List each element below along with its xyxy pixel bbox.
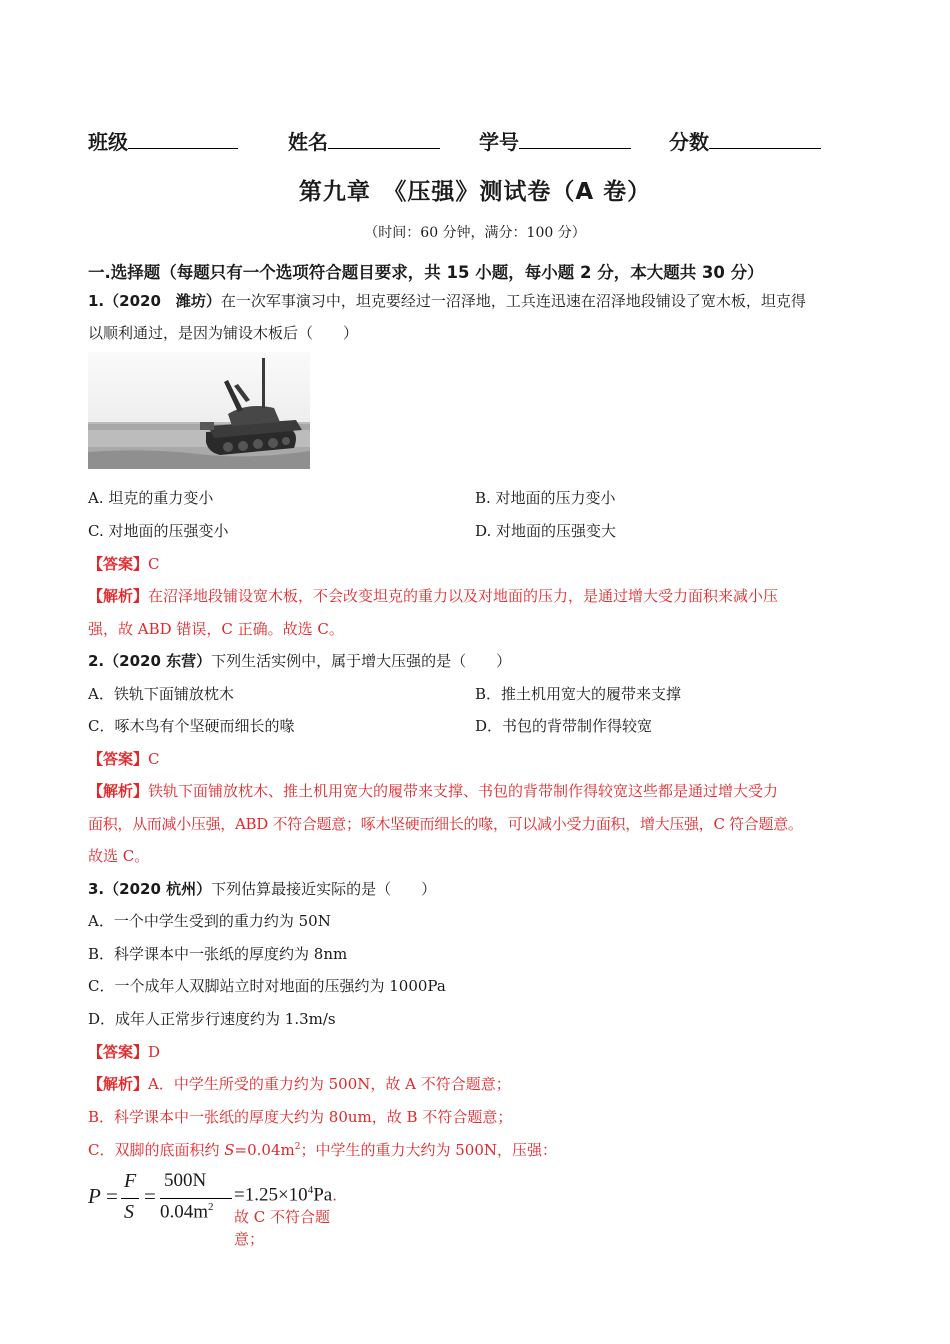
q3-analysis-text-1: A．中学生所受的重力约为 500N，故 A 不符合题意；	[148, 1075, 511, 1093]
id-field	[479, 126, 631, 155]
section-heading: 一.选择题（每题只有一个选项符合题目要求，共 15 小题，每小题 2 分，本大题共 30 分）	[88, 263, 764, 282]
name-blank[interactable]	[328, 128, 440, 149]
formula-numerator: 500N	[164, 1170, 207, 1191]
score-blank[interactable]	[709, 128, 821, 149]
q3-option-a[interactable]: A．一个中学生受到的重力约为 50N	[88, 912, 331, 930]
q1-text-1: 在一次军事演习中，坦克要经过一沼泽地，工兵连迅速在沼泽地段铺设了宽木板，坦克得	[220, 292, 806, 310]
analysis-label: 【解析】	[88, 1075, 149, 1093]
q1-stem-line1	[88, 290, 806, 311]
q3-text: 下列估算最接近实际的是（ ）	[211, 880, 437, 898]
answer-label: 【答案】	[88, 750, 149, 768]
name-field	[288, 126, 440, 155]
q1-option-c[interactable]: C. 对地面的压强变小	[88, 522, 229, 540]
q3-number: 3.（2020 杭州）	[88, 880, 212, 898]
formula-result-exp: 4	[307, 1184, 314, 1196]
fraction-bar-2	[160, 1198, 232, 1199]
q2-analysis-line1	[88, 780, 778, 801]
q2-analysis-line3: 故选 C。	[88, 847, 150, 865]
q1-option-b[interactable]: B. 对地面的压力变小	[475, 489, 616, 507]
q2-stem	[88, 650, 511, 671]
formula-p: P	[88, 1184, 101, 1208]
q2-number: 2.（2020 东营）	[88, 652, 212, 670]
q3-option-c[interactable]: C．一个成年人双脚站立时对地面的压强约为 1000Pa	[88, 977, 446, 995]
q3-answer	[88, 1041, 160, 1062]
formula-unit: Pa	[313, 1184, 333, 1206]
q1-answer	[88, 553, 160, 574]
q2-analysis-line2: 面积，从而减小压强，ABD 不符合题意；啄木坚硬而细长的喙，可以减小受力面积，增大压强，C 符合题意。	[88, 815, 803, 833]
q3-option-b[interactable]: B．科学课本中一张纸的厚度约为 8nm	[88, 945, 348, 963]
q2-option-b[interactable]: B．推土机用宽大的履带来支撑	[475, 685, 682, 703]
formula-den-value: 0.04m	[160, 1201, 209, 1223]
q3-answer-value: D	[148, 1043, 161, 1061]
formula-result-value: =1.25×10	[234, 1184, 308, 1206]
q2-answer	[88, 748, 160, 769]
area-value: =0.04m	[234, 1141, 295, 1159]
q2-option-c[interactable]: C．啄木鸟有个坚硬而细长的喙	[88, 717, 295, 735]
q2-text: 下列生活实例中，属于增大压强的是（ ）	[211, 652, 512, 670]
q2-analysis-text-1: 铁轨下面铺放枕木、推土机用宽大的履带来支撑、书包的背带制作得较宽这些都是通过增大受力	[148, 782, 779, 800]
class-label: 班级	[88, 130, 128, 154]
analysis-label: 【解析】	[88, 587, 149, 605]
exam-info: （时间：60 分钟，满分：100 分）	[364, 225, 586, 241]
id-blank[interactable]	[519, 128, 631, 149]
formula-denominator	[160, 1201, 214, 1223]
q3-analysis-line1	[88, 1073, 511, 1094]
answer-label: 【答案】	[88, 1043, 149, 1061]
formula-equals: =	[106, 1184, 118, 1208]
formula-equals-2: =	[144, 1184, 156, 1208]
tank-photo	[88, 352, 310, 469]
class-blank[interactable]	[128, 128, 238, 149]
id-label: 学号	[479, 130, 519, 154]
q2-option-a[interactable]: A．铁轨下面铺放枕木	[88, 685, 234, 703]
q1-answer-value: C	[148, 555, 160, 573]
q2-answer-value: C	[148, 750, 160, 768]
name-label: 姓名	[288, 130, 328, 154]
area-symbol: S	[224, 1141, 235, 1159]
formula-den-exp: 2	[208, 1201, 214, 1213]
page-title: 第九章 《压强》测试卷（A 卷）	[298, 179, 652, 205]
class-field	[88, 126, 238, 155]
fraction-bar-1	[121, 1198, 139, 1199]
q1-analysis-text-1: 在沼泽地段铺设宽木板，不会改变坦克的重力以及对地面的压力，是通过增大受力面积来减小压	[148, 587, 779, 605]
area-exponent: 2	[294, 1142, 301, 1152]
q3-option-d[interactable]: D．成年人正常步行速度约为 1.3m/s	[88, 1010, 336, 1028]
analysis-label: 【解析】	[88, 782, 149, 800]
score-label: 分数	[669, 130, 709, 154]
q3-analysis-line3	[88, 1139, 557, 1160]
q2-option-d[interactable]: D．书包的背带制作得较宽	[475, 717, 653, 735]
q1-stem-line2: 以顺利通过，是因为铺设木板后（ ）	[88, 324, 359, 342]
formula-result	[234, 1184, 337, 1250]
formula-s: S	[124, 1201, 134, 1223]
q1-number: 1.（2020 潍坊）	[88, 292, 221, 310]
answer-label: 【答案】	[88, 555, 149, 573]
formula-f: F	[124, 1170, 137, 1192]
q3-analysis-text-3a: C．双脚的底面积约	[88, 1141, 225, 1159]
q3-analysis-line2: B．科学课本中一张纸的厚度大约为 80um，故 B 不符合题意；	[88, 1108, 513, 1126]
q3-stem	[88, 878, 436, 899]
q3-analysis-text-3c: ；中学生的重力大约为 500N，压强：	[300, 1141, 557, 1159]
formula-tail: . 故 C 不符合题意；	[234, 1186, 337, 1249]
q1-option-d[interactable]: D. 对地面的压强变大	[475, 522, 617, 540]
q1-option-a[interactable]: A. 坦克的重力变小	[88, 489, 214, 507]
q1-analysis-line2: 强，故 ABD 错误，C 正确。故选 C。	[88, 620, 344, 638]
q1-analysis-line1	[88, 585, 778, 606]
score-field	[669, 126, 821, 155]
